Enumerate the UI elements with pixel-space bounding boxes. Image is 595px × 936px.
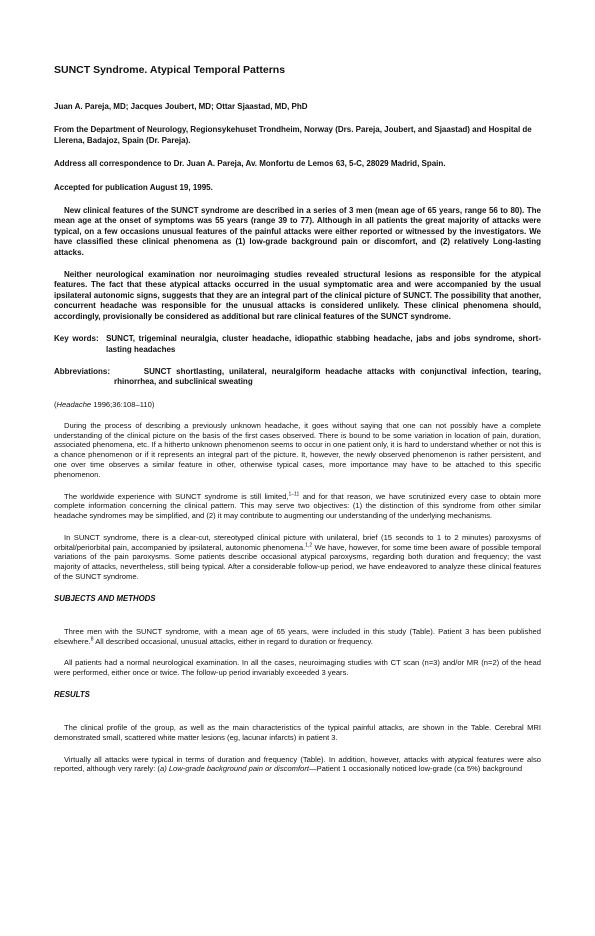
results-paragraph-2-text-a: Virtually all attacks were typical in terms of duration and frequency (Table). In addition, however, attacks with atypical features were also reported, although very rarely: ( <box>54 754 541 774</box>
keywords <box>54 334 541 355</box>
methods-paragraph-2: All patients had a normal neurological examination. In all the cases, neuroimaging studies with CT scan (n=3) and/or MR (n=2) of the head were performed, either once or twice. The follow-up period invariably exceeded 3 years. <box>54 658 541 678</box>
results-paragraph-2-text-b: —Patient 1 occasionally noticed low-grade (ca 5%) background <box>308 764 523 774</box>
keywords-label: Key words: <box>54 334 99 344</box>
intro-paragraph-3 <box>54 533 541 582</box>
results-list-marker: a <box>159 764 165 774</box>
abbreviations-label: Abbreviations: <box>54 366 111 376</box>
methods-paragraph-1 <box>54 627 541 647</box>
section-heading-methods: SUBJECTS AND METHODS <box>54 593 156 603</box>
paper-page <box>54 64 541 786</box>
results-paragraph-2 <box>54 755 541 775</box>
abbreviations-text: SUNCT shortlasting, unilateral, neuralgiform headache attacks with conjunctival infection, tearing, rhinorrhea, and subclinical sweating <box>114 366 541 387</box>
citation-journal: Headache <box>56 399 92 409</box>
intro-paragraph-2-text-b: and for that reason, we have scrutinized every case to obtain more complete information concerning the clinical pattern. This may serve two objectives: (1) the distinction of this syndrome from other similar headache syndromes may be simplified, and (2) it may contribute to augmenting our understanding of the underlying mechanisms. <box>54 491 542 521</box>
reference-superscript: 8 <box>90 636 94 643</box>
results-italic-heading: ) Low-grade background pain or discomfort <box>164 764 309 774</box>
methods-paragraph-1-text-a: Three men with the SUNCT syndrome, with a mean age of 65 years, were included in this study (Table). Patient 3 has been published elsewhere. <box>54 626 541 646</box>
paper-title: SUNCT Syndrome. Atypical Temporal Patterns <box>54 64 286 76</box>
reference-superscript: 1,2 <box>305 542 313 549</box>
methods-paragraph-1-text-b: All described occasional, unusual attacks, either in regard to duration or frequency. <box>93 636 373 646</box>
affiliation: From the Department of Neurology, Regionsykehuset Trondheim, Norway (Drs. Pareja, Joubert, and Sjaastad) and Hospital de Llerena, Badajoz, Spain (Dr. Pareja). <box>54 125 532 145</box>
abstract-paragraph-2: Neither neurological examination nor neuroimaging studies revealed structural lesions as responsible for the atypical features. The fact that these atypical attacks occurred in the usual symptomatic area and were accompanied by the usual ipsilateral autonomic signs, suggests that they are an integral part of the clinical picture of SUNCT. The possibility that another, concurrent headache was responsible for the unusual attacks is considered unlikely. These clinical phenomena should, accordingly, provisionally be considered as additional but rare clinical features of the SUNCT syndrome. <box>54 270 541 321</box>
citation-details: 1996;36:108–110) <box>91 399 155 409</box>
section-heading-results: RESULTS <box>54 690 90 700</box>
correspondence-address: Address all correspondence to Dr. Juan A. Pareja, Av. Monfortu de Lemos 63, 5-C, 28029 Madrid, Spain. <box>54 159 446 169</box>
abbreviations <box>54 367 541 388</box>
keywords-text: SUNCT, trigeminal neuralgia, cluster headache, idiopathic stabbing headache, jabs and jobs syndrome, short-lasting headaches <box>106 334 541 354</box>
accepted-date: Accepted for publication August 19, 1995. <box>54 182 213 192</box>
intro-paragraph-2 <box>54 492 541 521</box>
abstract-paragraph-1: New clinical features of the SUNCT syndrome are described in a series of 3 men (mean age of 65 years, range 56 to 80). The mean age at the onset of symptoms was 55 years (range 39 to 77). Although in all patients the great majority of attacks were typical, on a few occasions unusual features of the painful attacks were either reported or witnessed by the investigators. We have classified these clinical phenomena as (1) low-grade background pain or discomfort, and (2) relatively Long-lasting attacks. <box>54 206 541 257</box>
intro-paragraph-2-text-a: The worldwide experience with SUNCT syndrome is still limited, <box>64 491 289 501</box>
intro-paragraph-3-text-a: In SUNCT syndrome, there is a clear-cut, stereotyped clinical picture with unilateral, brief (15 seconds to 1 to 2 minutes) paroxysms of orbital/periorbital pain, accompanied by ipsilateral, autonomic phenomena. <box>54 532 541 552</box>
reference-superscript: 1–11 <box>288 490 300 497</box>
author-list: Juan A. Pareja, MD; Jacques Joubert, MD; Ottar Sjaastad, MD, PhD <box>54 102 308 111</box>
intro-paragraph-3-text-b: We have, however, for some time been aware of possible temporal variations of the pain paroxysms. Some patients describe occasional atypical paroxysms, regarding both duration and frequency; the vast majority of attacks, nevertheless, still being typical. After a considerable follow-up period, we have endeavored to analyze these clinical features of the SUNCT syndrome. <box>54 542 541 582</box>
results-paragraph-1: The clinical profile of the group, as well as the main characteristics of the typical painful attacks, are shown in the Table. Cerebral MRI demonstrated small, scattered white matter lesions (eg, lacunar infarcts) in patient 3. <box>54 723 541 742</box>
citation: (Headache 1996;36:108–110) <box>54 399 155 409</box>
intro-paragraph-1: During the process of describing a previously unknown headache, it goes without saying that one can not possibly have a complete understanding of the clinical picture on the basis of the first cases observed. There is bound to be some variation in location of pain, duration, associated phenomena, etc. If a hitherto unknown phenomenon seems to occur in one patient only, it is hard to understand whether or not this is a chance phenomenon or if it represents an integral part of the picture. It, however, the newly observed phenomenon is rather persistent, and one over time observes a similar feature in other, otherwise typical cases, more importance may have to be attached to this specific phenomenon. <box>54 420 541 479</box>
